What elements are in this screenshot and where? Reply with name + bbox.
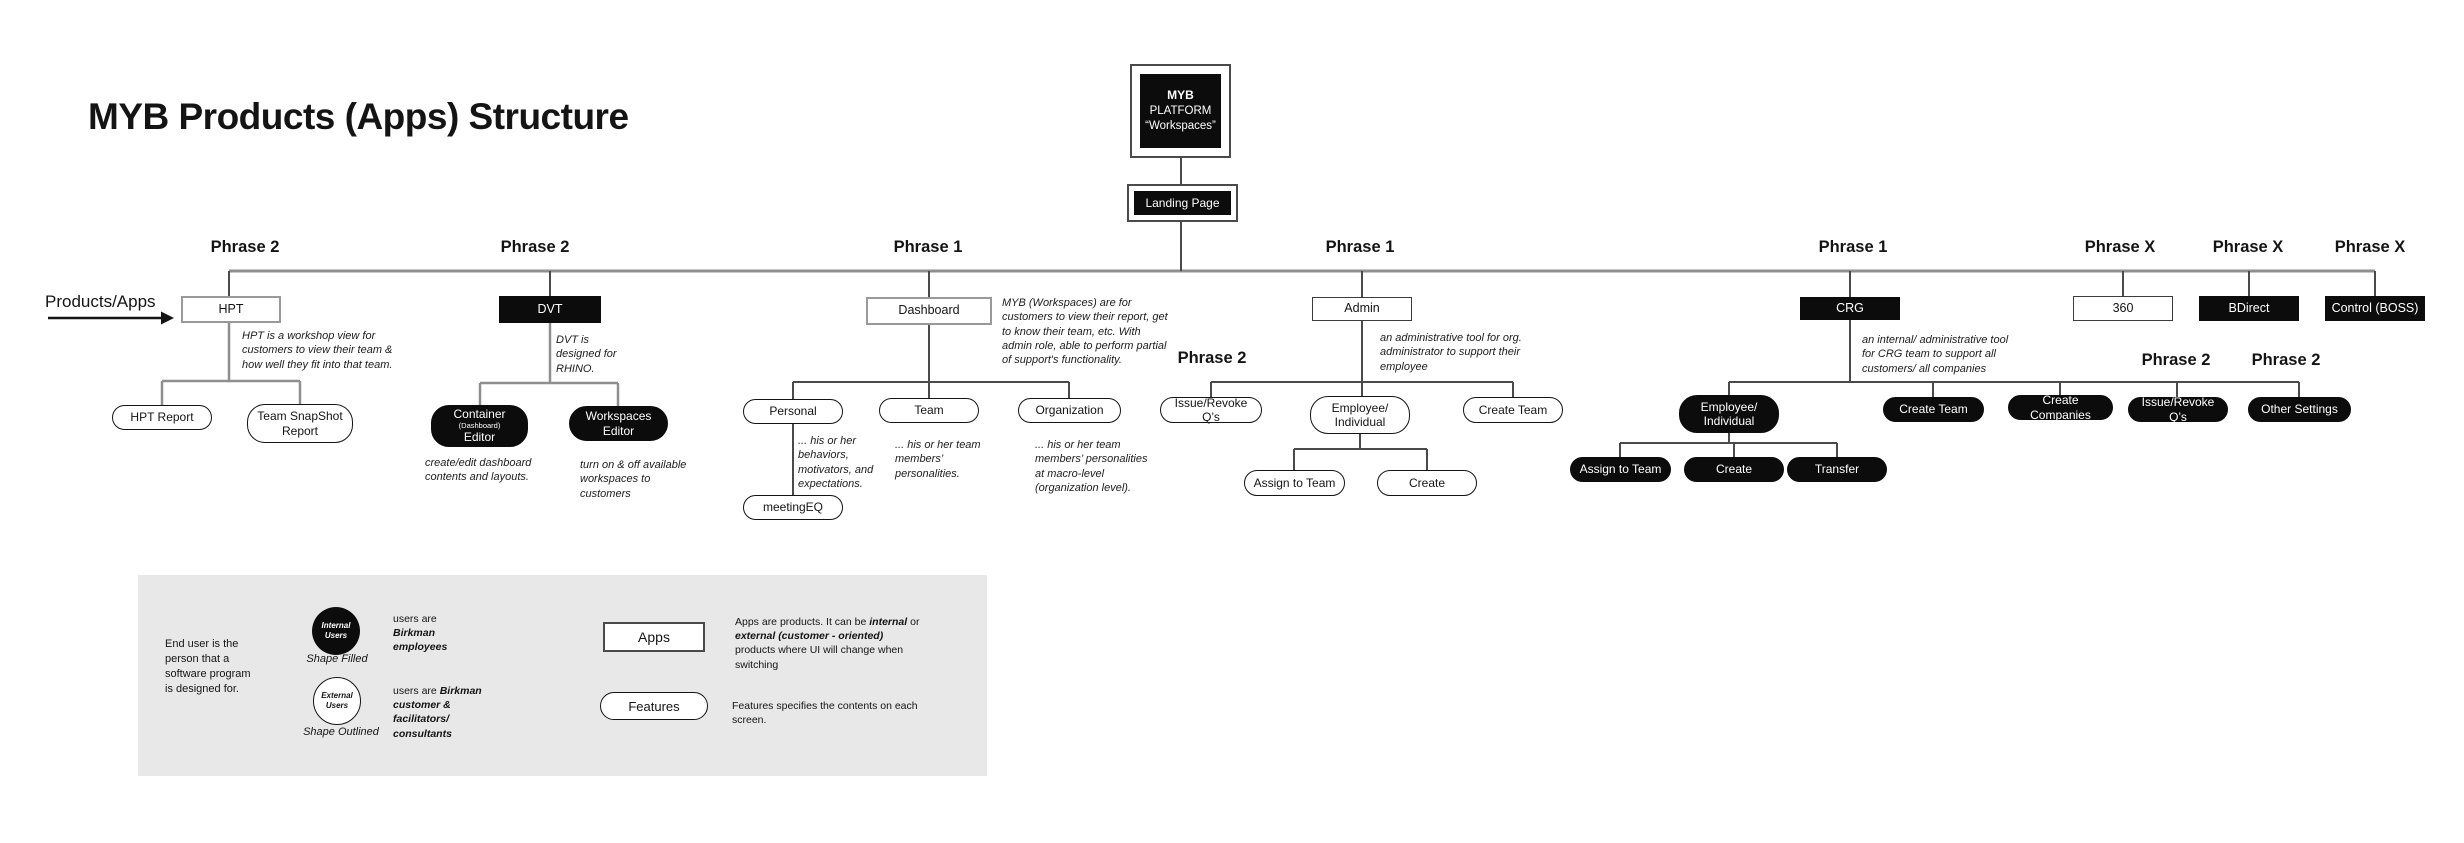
- page-title: MYB Products (Apps) Structure: [88, 96, 629, 137]
- note-personal: ... his or her behaviors, motivators, and expectations.: [798, 435, 874, 490]
- phase-label-bdirect: Phrase X: [2212, 238, 2284, 256]
- container-editor-line1: Container: [453, 407, 506, 422]
- platform-line3: “Workspaces”: [1145, 120, 1216, 133]
- feature-pill-crg-other-settings: Other Settings: [2248, 397, 2351, 422]
- phase-label-dashboard: Phrase 1: [893, 238, 963, 256]
- note-dashboard: MYB (Workspaces) are for customers to view their report, get to know their team, etc. With admin role, able to perform partial of support's functionality.: [1002, 297, 1168, 367]
- phase-label-360: Phrase X: [2084, 238, 2156, 256]
- legend-external-desc-bold: Birkman customer & facilitators/ consultants: [393, 685, 482, 740]
- feature-pill-crg-assign: Assign to Team: [1570, 457, 1671, 482]
- phase-label-admin: Phrase 1: [1325, 238, 1395, 256]
- note-hpt: HPT is a workshop view for customers to view their team & how well they fit into that team.: [242, 330, 393, 371]
- feature-pill-team: Team: [879, 398, 979, 423]
- feature-pill-container-editor: [431, 405, 528, 447]
- legend-apps-desc-3: or: [907, 616, 920, 628]
- legend-internal-users-desc: [393, 612, 503, 655]
- feature-pill-meetingeq: meetingEQ: [743, 495, 843, 520]
- feature-pill-crg-create: Create: [1684, 457, 1784, 482]
- phase-label-control: Phrase X: [2334, 238, 2406, 256]
- legend-internal-desc-pre: users are: [393, 613, 437, 625]
- app-box-admin: Admin: [1312, 297, 1412, 321]
- phase-label-admin-sub: Phrase 2: [1177, 349, 1247, 367]
- platform-line2: PLATFORM: [1149, 104, 1212, 117]
- app-box-360: 360: [2073, 296, 2173, 321]
- external-users-circle-icon: External Users: [313, 677, 361, 725]
- legend-features-pill: Features: [600, 692, 708, 720]
- legend-external-desc-pre: users are: [393, 685, 440, 697]
- legend-panel: [138, 575, 987, 776]
- app-box-bdirect: BDirect: [2199, 296, 2299, 321]
- phase-label-dvt: Phrase 2: [500, 238, 570, 256]
- feature-pill-admin-employee: Employee/ Individual: [1310, 396, 1410, 434]
- feature-pill-crg-employee: Employee/ Individual: [1679, 395, 1779, 433]
- legend-shape-filled-caption: Shape Filled: [306, 653, 368, 665]
- legend-internal-desc-bold: Birkman employees: [393, 627, 448, 654]
- platform-root-box: [1130, 64, 1231, 158]
- app-box-crg: CRG: [1800, 297, 1900, 320]
- note-crg: an internal/ administrative tool for CRG team to support all customers/ all companies: [1862, 334, 2009, 375]
- legend-apps-desc-2: internal: [869, 616, 908, 628]
- app-box-dashboard: Dashboard: [866, 297, 992, 325]
- app-box-hpt: HPT: [181, 296, 281, 323]
- feature-pill-team-snapshot: Team SnapShot Report: [247, 404, 353, 443]
- container-editor-line2: (Dashboard): [458, 420, 501, 430]
- platform-name: MYB: [1167, 88, 1194, 103]
- feature-pill-personal: Personal: [743, 399, 843, 424]
- container-editor-line3: Editor: [463, 430, 496, 445]
- feature-pill-organization: Organization: [1018, 398, 1121, 423]
- landing-page-label: Landing Page: [1134, 191, 1231, 215]
- app-box-dvt: DVT: [499, 296, 601, 323]
- note-organization: ... his or her team members’ personalities at macro-level (organization level).: [1035, 439, 1148, 494]
- feature-pill-hpt-report: HPT Report: [112, 405, 212, 430]
- app-box-control: Control (BOSS): [2325, 296, 2425, 321]
- legend-apps-box: Apps: [603, 622, 705, 652]
- feature-pill-crg-create-companies: Create Companies: [2008, 395, 2113, 420]
- note-team: ... his or her team members’ personalities.: [895, 439, 981, 480]
- products-apps-label: Products/Apps: [45, 292, 156, 311]
- phase-label-crg-issue: Phrase 2: [2141, 351, 2211, 369]
- legend-apps-desc-1: Apps are products. It can be: [735, 616, 870, 628]
- legend-end-user-text: End user is the person that a software program is designed for.: [165, 638, 251, 695]
- note-container-editor: create/edit dashboard contents and layouts.: [425, 457, 532, 484]
- note-admin: an administrative tool for org. administrator to support their employee: [1380, 332, 1522, 373]
- note-dvt: DVT is designed for RHINO.: [556, 334, 617, 375]
- feature-pill-crg-create-team: Create Team: [1883, 397, 1984, 422]
- legend-features-desc: Features specifies the contents on each screen.: [732, 700, 918, 727]
- note-workspaces-editor: turn on & off available workspaces to customers: [580, 459, 687, 500]
- legend-apps-desc-5: products where UI will change when switching: [735, 644, 904, 671]
- landing-page-box: [1127, 184, 1238, 222]
- feature-pill-admin-create-team: Create Team: [1463, 397, 1563, 423]
- internal-users-circle-icon: Internal Users: [312, 607, 360, 655]
- feature-pill-admin-create: Create: [1377, 470, 1477, 496]
- phase-label-crg: Phrase 1: [1818, 238, 1888, 256]
- feature-pill-workspaces-editor: Workspaces Editor: [569, 406, 668, 441]
- feature-pill-admin-assign: Assign to Team: [1244, 470, 1345, 496]
- feature-pill-admin-issue-revoke: Issue/Revoke Q’s: [1160, 397, 1262, 423]
- feature-pill-crg-issue-revoke: Issue/Revoke Q’s: [2128, 397, 2228, 422]
- phase-label-crg-other: Phrase 2: [2251, 351, 2321, 369]
- legend-external-users-desc: [393, 684, 507, 741]
- legend-apps-desc-4: external (customer - oriented): [735, 630, 884, 643]
- legend-shape-outlined-caption: Shape Outlined: [303, 726, 379, 738]
- legend-apps-desc: [735, 615, 921, 672]
- feature-pill-crg-transfer: Transfer: [1787, 457, 1887, 482]
- phase-label-hpt: Phrase 2: [210, 238, 280, 256]
